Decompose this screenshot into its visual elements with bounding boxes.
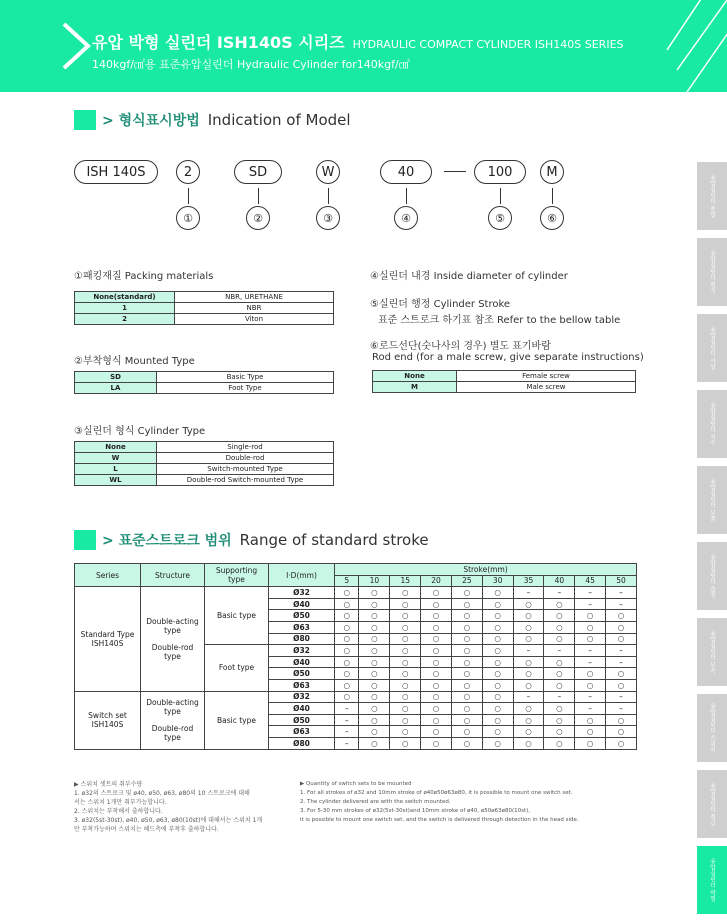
stroke-range-table: Series Structure Supporting type I·D(mm) Stroke(mm) 5 10 15 20 25 30 35 40 45 50 Standard Type ISH140S Double-acting type Double-rod type Basic type Ø32 ○ ○ ○ ○ ○ ○ – – – – Ø40 ○ ○ ○ ○ ○ ○ ○ ○ – – Ø50 ○ ○ ○ ○ ○ ○ ○ ○ ○ ○ Ø63 ○ ○ ○ ○ ○ ○ ○ ○ ○ ○ Ø80 ○ ○ ○ ○ ○ ○ ○ ○ ○ ○ Foot type Ø32 ○ ○ ○ ○ ○ ○ – – – – Ø40 ○ ○ ○ ○ ○ ○ ○ ○ – – Ø50 ○ ○ ○ ○ ○ ○ ○ ○ ○ ○ Ø63 ○ ○ ○ ○ ○ ○ ○ ○ ○ ○ Switch set ISH140S Double-acting type Double-rod type Basic type Ø32 ○ ○ ○ ○ ○ ○ – – – – Ø40 – ○ ○ ○ ○ ○ ○ ○ – – Ø50 – ○ ○ ○ ○ ○ ○ ○ ○ ○ Ø63 – ○ ○ ○ ○ ○ ○ ○ ○ ○ Ø80 – ○ ○ ○ ○ ○ ○ ○ ○ ○ [74, 563, 637, 750]
stroke-cell: ○ [335, 598, 359, 610]
stroke-cell: ○ [335, 691, 359, 703]
side-tab[interactable]: 유압실린더 형식 [697, 238, 727, 306]
side-tab[interactable]: 유압실린더 스위치 [697, 694, 727, 762]
stroke-cell: ○ [390, 587, 421, 599]
stroke-cell: – [575, 691, 606, 703]
stroke-cell: – [513, 691, 544, 703]
connector-line [406, 188, 407, 204]
cylinder-type-label: ③실린더 형식 Cylinder Type [74, 426, 206, 437]
stroke-cell: ○ [544, 610, 575, 622]
stroke-cell: ○ [482, 668, 513, 680]
stroke-reference: 표준 스트로크 하기표 참조 Refer to the bellow table [378, 315, 621, 326]
stroke-column-header: 40 [544, 575, 575, 587]
model-code-packing: 2 [176, 160, 200, 184]
stroke-cell: ○ [335, 679, 359, 691]
stroke-cell: ○ [359, 621, 390, 633]
section-marker [74, 530, 96, 550]
stroke-cell: ○ [513, 598, 544, 610]
stroke-cell: ○ [575, 621, 606, 633]
stroke-cell: ○ [606, 621, 637, 633]
stroke-cell: ○ [390, 645, 421, 657]
stroke-cell: ○ [482, 621, 513, 633]
stroke-cell: ○ [482, 587, 513, 599]
cylinder-type-table: None Single-rod W Double-rod L Switch-mounted Type WL Double-rod Switch-mounted Type [74, 441, 334, 486]
stroke-cell: ○ [421, 610, 452, 622]
stroke-cell: ○ [451, 668, 482, 680]
bore-cell: Ø63 [269, 679, 335, 691]
stroke-cell: ○ [421, 645, 452, 657]
support-cell: Basic type [205, 587, 269, 645]
stroke-cell: ○ [421, 726, 452, 738]
chevron-right-icon [60, 20, 94, 72]
structure-double-rod: Double-rod type [151, 724, 194, 743]
notes-english: ▶ Quantity of switch sets to be mounted 1. For all strokes of ø32 and 10mm stroke of ø40ø50ø63ø80, it is possible to mount one switch set. 2. The cylinder delivered are with the switch mounted. 3. For 5-30 mm strokes of ø32(5st-30st)and 10mm stroke of ø40, ø50ø63ø80(10st), it is possible to mount one switch set, and the switch is delivered through detection in the head side. [300, 781, 579, 823]
stroke-column-header: 45 [575, 575, 606, 587]
structure-double-acting: Double-acting type [146, 698, 199, 717]
bore-cell: Ø32 [269, 587, 335, 599]
stroke-cell: – [606, 656, 637, 668]
stroke-cell: ○ [390, 737, 421, 749]
stroke-cell: ○ [451, 726, 482, 738]
stroke-cell: ○ [482, 598, 513, 610]
bore-cell: Ø80 [269, 737, 335, 749]
stroke-cell: ○ [359, 645, 390, 657]
model-section-title: > 형식표시방법 Indication of Model [74, 110, 351, 130]
side-tab-list [697, 162, 727, 922]
stroke-cell: ○ [575, 726, 606, 738]
stroke-cell: ○ [544, 714, 575, 726]
stroke-cell: ○ [451, 610, 482, 622]
model-number-1: ① [176, 206, 200, 230]
stroke-cell: ○ [359, 668, 390, 680]
stroke-cell: ○ [390, 656, 421, 668]
stroke-cell: ○ [606, 726, 637, 738]
model-number-5: ⑤ [488, 206, 512, 230]
side-tab[interactable]: 유압실린더 박형 [697, 846, 727, 914]
stroke-cell: ○ [421, 714, 452, 726]
stroke-cell: ○ [390, 633, 421, 645]
side-tab[interactable]: 유압실린더 치수 [697, 390, 727, 458]
stroke-cell: ○ [482, 656, 513, 668]
section-marker [74, 110, 96, 130]
support-cell: Basic type [205, 691, 269, 749]
stroke-cell: – [575, 587, 606, 599]
stroke-cell: ○ [390, 714, 421, 726]
stroke-cell: – [575, 703, 606, 715]
stroke-column-header: 25 [451, 575, 482, 587]
stroke-cell: ○ [513, 737, 544, 749]
stroke-cell: ○ [544, 679, 575, 691]
stroke-cell: ○ [390, 679, 421, 691]
stroke-cell: ○ [335, 587, 359, 599]
connector-line [328, 188, 329, 204]
connector-line [258, 188, 259, 204]
series-cell: Switch set ISH140S [75, 691, 141, 749]
stroke-column-header: 30 [482, 575, 513, 587]
stroke-cell: ○ [335, 610, 359, 622]
stroke-cell: – [606, 703, 637, 715]
stroke-cell: ○ [575, 610, 606, 622]
bore-cell: Ø40 [269, 598, 335, 610]
stroke-cell: ○ [513, 621, 544, 633]
stroke-cell: ○ [451, 714, 482, 726]
connector-line [552, 188, 553, 204]
rod-end-instruction: Rod end (for a male screw, give separate instructions) [372, 352, 644, 363]
stroke-cell: ○ [421, 668, 452, 680]
connector-line [500, 188, 501, 204]
stroke-cell: ○ [606, 679, 637, 691]
stroke-cell: ○ [390, 703, 421, 715]
rod-end-label: ⑥로드선단(숫나사의 경우) 별도 표기바람 [370, 341, 551, 352]
stroke-cell: – [606, 598, 637, 610]
stroke-cell: ○ [421, 598, 452, 610]
stroke-cell: – [575, 645, 606, 657]
stroke-cell: ○ [390, 621, 421, 633]
packing-label: ①패킹재질 Packing materials [74, 271, 214, 282]
stroke-cell: – [513, 645, 544, 657]
stroke-cell: – [513, 587, 544, 599]
stroke-cell: ○ [390, 726, 421, 738]
stroke-cell: ○ [359, 726, 390, 738]
stroke-cell: ○ [482, 726, 513, 738]
stroke-cell: ○ [421, 737, 452, 749]
stroke-cell: – [544, 691, 575, 703]
series-cell: Standard Type ISH140S [75, 587, 141, 691]
stroke-cell: ○ [390, 598, 421, 610]
stroke-cell: ○ [544, 633, 575, 645]
stroke-cell: ○ [544, 621, 575, 633]
side-tab[interactable]: 유압실린더 종합 [697, 162, 727, 230]
stroke-cell: ○ [575, 668, 606, 680]
stroke-cell: ○ [421, 691, 452, 703]
stroke-column-header: 10 [359, 575, 390, 587]
stroke-cell: ○ [451, 645, 482, 657]
stroke-cell: ○ [482, 645, 513, 657]
stroke-cell: ○ [451, 598, 482, 610]
stroke-cell: – [335, 714, 359, 726]
structure-double-acting: Double-acting type [146, 616, 199, 635]
stroke-cell: ○ [359, 737, 390, 749]
stroke-cell: – [575, 656, 606, 668]
range-section-title: > 표준스트로크 범위 Range of standard stroke [74, 530, 429, 550]
stroke-column-header: 35 [513, 575, 544, 587]
stroke-cell: ○ [421, 621, 452, 633]
stroke-cell: ○ [359, 691, 390, 703]
stroke-cell: ○ [482, 714, 513, 726]
stroke-cell: ○ [451, 633, 482, 645]
mounted-label: ②부착형식 Mounted Type [74, 356, 195, 367]
side-tab[interactable]: 유압실린더 부속 [697, 618, 727, 686]
stroke-cell: ○ [421, 656, 452, 668]
stroke-cell: ○ [390, 668, 421, 680]
stroke-cell: ○ [606, 610, 637, 622]
stroke-cell: ○ [575, 714, 606, 726]
stroke-cell: – [544, 645, 575, 657]
stroke-cell: ○ [390, 691, 421, 703]
stroke-cell: ○ [606, 737, 637, 749]
bore-cell: Ø80 [269, 633, 335, 645]
stroke-cell: ○ [451, 587, 482, 599]
stripe-decoration [677, 0, 727, 92]
stroke-cell: ○ [606, 714, 637, 726]
notes-korean: ▶ 스위치 셋트의 취부수량 1. ø32의 스트로크 및 ø40, ø50, ø63, ø80의 10 스트로크에 대해 서는 스위치 1개만 취부가능합니다. 2. 스위치는 부착해서 출하합니다. 3. ø32(5st-30st), ø40, ø50, ø63, ø80(10st)에 대해서는 스위치 1개 만 부착가능하며 스위치는 헤드측에 부착후 출하합니다. [74, 781, 263, 833]
model-code-rodend: M [540, 160, 564, 184]
stroke-cell: ○ [482, 679, 513, 691]
stroke-cell: ○ [451, 621, 482, 633]
stroke-cell: – [335, 737, 359, 749]
stroke-cell: – [544, 587, 575, 599]
stroke-column-header: 5 [335, 575, 359, 587]
stroke-cell: ○ [451, 737, 482, 749]
stroke-cell: ○ [575, 633, 606, 645]
stroke-cell: ○ [513, 633, 544, 645]
stroke-column-header: 15 [390, 575, 421, 587]
model-number-2: ② [246, 206, 270, 230]
bore-cell: Ø50 [269, 714, 335, 726]
stroke-cell: – [606, 691, 637, 703]
bore-cell: Ø32 [269, 645, 335, 657]
stroke-cell: ○ [359, 633, 390, 645]
stroke-cell: ○ [359, 598, 390, 610]
model-number-4: ④ [394, 206, 418, 230]
stroke-cell: – [575, 598, 606, 610]
rod-end-table: None Female screw M Male screw [372, 370, 636, 393]
bore-cell: Ø50 [269, 610, 335, 622]
stroke-cell: ○ [513, 703, 544, 715]
mounted-table: SD Basic Type LA Foot Type [74, 371, 334, 394]
stroke-cell: ○ [482, 633, 513, 645]
table-row [75, 587, 637, 599]
side-tab[interactable]: 유압실린더 부품 [697, 466, 727, 534]
model-number-3: ③ [316, 206, 340, 230]
header-banner [0, 0, 727, 92]
stroke-cell: ○ [359, 656, 390, 668]
stroke-cell: ○ [544, 726, 575, 738]
stroke-cell: ○ [335, 656, 359, 668]
stroke-cell: ○ [544, 668, 575, 680]
stroke-cell: ○ [513, 610, 544, 622]
model-code-bore: 40 [380, 160, 432, 184]
stroke-cell: – [606, 645, 637, 657]
bore-cell: Ø40 [269, 656, 335, 668]
stroke-cell: ○ [606, 633, 637, 645]
stroke-cell: ○ [575, 737, 606, 749]
stroke-cell: ○ [451, 679, 482, 691]
stroke-cell: – [606, 587, 637, 599]
stroke-cell: ○ [359, 703, 390, 715]
stroke-cell: ○ [451, 703, 482, 715]
bore-cell: Ø63 [269, 621, 335, 633]
stroke-cell: ○ [421, 633, 452, 645]
stroke-cell: ○ [544, 598, 575, 610]
model-code-series: ISH 140S [74, 160, 158, 184]
stroke-cell: ○ [421, 587, 452, 599]
stroke-cell: ○ [513, 679, 544, 691]
stroke-cell: ○ [544, 656, 575, 668]
stroke-cell: ○ [513, 726, 544, 738]
bore-cell: Ø50 [269, 668, 335, 680]
stroke-cell: ○ [544, 703, 575, 715]
stroke-cell: ○ [421, 703, 452, 715]
support-cell: Foot type [205, 645, 269, 691]
stroke-cell: ○ [335, 645, 359, 657]
stroke-cell: ○ [482, 737, 513, 749]
stroke-cell: ○ [335, 668, 359, 680]
stroke-cell: ○ [482, 610, 513, 622]
stroke-column-header: 50 [606, 575, 637, 587]
side-tab[interactable]: 유압실린더 취급 [697, 770, 727, 838]
connector-line [188, 188, 189, 204]
stroke-cell: ○ [390, 610, 421, 622]
stroke-cell: – [335, 726, 359, 738]
table-row [75, 691, 637, 703]
page-subtitle: 140kgf/㎠용 표준유압실린더 Hydraulic Cylinder for140kgf/㎠ [92, 58, 410, 71]
stroke-cell: ○ [544, 737, 575, 749]
stroke-cell: ○ [359, 714, 390, 726]
packing-table: None(standard) NBR, URETHANE 1 NBR 2 Viton [74, 291, 334, 325]
bore-cell: Ø40 [269, 703, 335, 715]
structure-double-rod: Double-rod type [151, 642, 194, 661]
model-code-type: W [316, 160, 340, 184]
structure-cell [141, 691, 205, 749]
stroke-cell: – [335, 703, 359, 715]
stroke-cell: ○ [451, 656, 482, 668]
stroke-cell: ○ [482, 703, 513, 715]
stroke-cell: ○ [451, 691, 482, 703]
model-dash [444, 171, 466, 172]
stroke-cell: ○ [359, 610, 390, 622]
bore-cell: Ø63 [269, 726, 335, 738]
stroke-column-header: 20 [421, 575, 452, 587]
stroke-cell: ○ [513, 714, 544, 726]
stroke-cell: ○ [359, 587, 390, 599]
structure-cell [141, 587, 205, 691]
stroke-label: ⑤실린더 행정 Cylinder Stroke [370, 299, 511, 310]
stroke-cell: ○ [335, 621, 359, 633]
stroke-cell: ○ [335, 633, 359, 645]
stroke-cell: ○ [513, 668, 544, 680]
stroke-cell: ○ [421, 679, 452, 691]
bore-cell: Ø32 [269, 691, 335, 703]
model-number-6: ⑥ [540, 206, 564, 230]
stroke-cell: ○ [359, 679, 390, 691]
page-title: 유압 박형 실린더 ISH140S 시리즈 HYDRAULIC COMPACT CYLINDER ISH140S SERIES [92, 33, 624, 52]
stroke-cell: ○ [513, 656, 544, 668]
stroke-cell: ○ [606, 668, 637, 680]
model-code-row [74, 160, 594, 184]
model-code-stroke: 100 [474, 160, 526, 184]
model-code-mount: SD [234, 160, 282, 184]
side-tab[interactable]: 유압실린더 옵션 [697, 542, 727, 610]
stroke-cell: ○ [482, 691, 513, 703]
stroke-cell: ○ [575, 679, 606, 691]
inside-diameter-label: ④실린더 내경 Inside diameter of cylinder [370, 271, 568, 282]
side-tab[interactable]: 유압실린더 사양 [697, 314, 727, 382]
